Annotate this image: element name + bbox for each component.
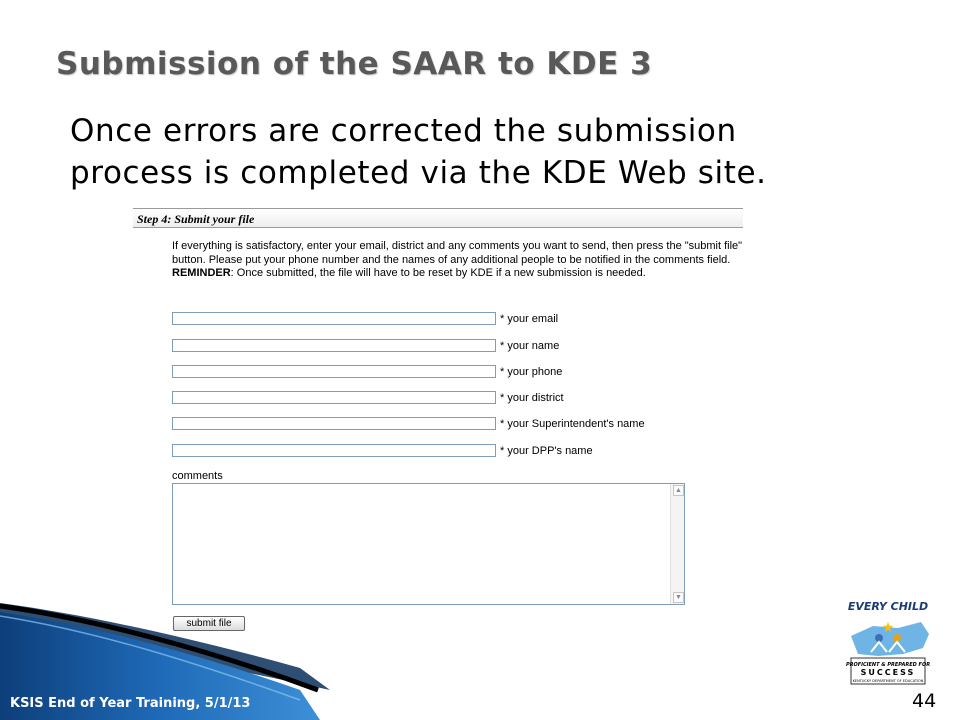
page-number: 44 bbox=[912, 690, 937, 712]
superintendent-field[interactable] bbox=[172, 417, 496, 430]
phone-field[interactable] bbox=[172, 365, 496, 378]
instructions-text-2: : Once submitted, the file will have to be reset by KDE if a new submission is needed. bbox=[230, 267, 646, 279]
step-header bbox=[133, 208, 743, 228]
email-label: * your email bbox=[500, 313, 559, 325]
slide-subtitle: Once errors are corrected the submission process is completed via the KDE Web site. bbox=[70, 113, 767, 191]
district-label: * your district bbox=[500, 392, 564, 404]
district-field[interactable] bbox=[172, 391, 496, 404]
footer-text: KSIS End of Year Training, 5/1/13 bbox=[10, 696, 251, 711]
comments-label: comments bbox=[172, 470, 223, 482]
submit-file-button[interactable]: submit file bbox=[173, 616, 245, 631]
svg-text:★: ★ bbox=[881, 620, 895, 636]
superintendent-label: * your Superintendent's name bbox=[500, 418, 645, 430]
kde-submit-form-screenshot bbox=[133, 208, 745, 638]
slide-title: Submission of the SAAR to KDE 3 bbox=[56, 46, 653, 82]
form-instructions bbox=[172, 240, 744, 281]
dpp-field[interactable] bbox=[172, 444, 496, 457]
logo-line2: SUCCESS bbox=[860, 668, 916, 677]
email-field[interactable] bbox=[172, 312, 496, 325]
comments-textarea[interactable] bbox=[172, 483, 685, 605]
scroll-up-icon[interactable]: ▲ bbox=[673, 485, 684, 496]
dpp-label: * your DPP's name bbox=[500, 445, 593, 457]
reminder-label: REMINDER bbox=[172, 267, 231, 279]
comments-scrollbar[interactable] bbox=[670, 484, 684, 604]
phone-label: * your phone bbox=[500, 366, 563, 378]
every-child-logo bbox=[843, 596, 933, 688]
logo-line3: KENTUCKY DEPARTMENT OF EDUCATION bbox=[852, 679, 924, 683]
name-field[interactable] bbox=[172, 339, 496, 352]
scroll-down-icon[interactable]: ▼ bbox=[673, 592, 684, 603]
name-label: * your name bbox=[500, 340, 560, 352]
logo-title: EVERY CHILD bbox=[847, 600, 929, 613]
step-title: Step 4: Submit your file bbox=[137, 212, 255, 226]
logo-line1: PROFICIENT & PREPARED FOR bbox=[845, 662, 931, 668]
instructions-text: If everything is satisfactory, enter your email, district and any comments you want to send, then press the "submit file" button. Please put your phone number and the names of any additional people to be notified in the comments field. bbox=[172, 240, 743, 266]
